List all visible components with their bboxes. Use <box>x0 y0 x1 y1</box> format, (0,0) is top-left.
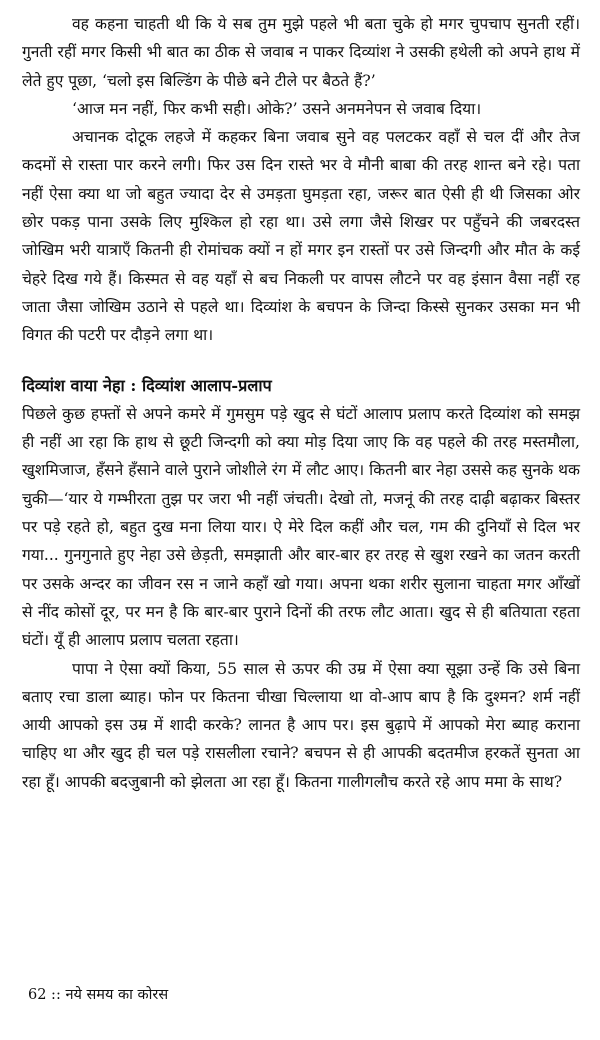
paragraph-5: पापा ने ऐसा क्यों किया, 55 साल से ऊपर की उम्र में ऐसा क्या सूझा उन्हें कि उसे बिना बताए रचा डाला ब्याह। फोन पर कितना चीखा चिल्लाया था वो-आप बाप है कि दुश्मन? शर्म नहीं आयी आपको इस उम्र में शादी करके? लानत है आप पर। इस बुढ़ापे में आपको मेरा ब्याह कराना चाहिए था और खुद ही चल पड़े रासलीला रचाने? बचपन से ही आपकी बदतमीज हरकतें सुनता आ रहा हूँ। आपकी बदजुबानी को झेलता आ रहा हूँ। कितना गालीगलौच करते रहे आप ममा के साथ? <box>22 659 580 791</box>
paragraph-4: पिछले कुछ हफ्तों से अपने कमरे में गुमसुम पड़े खुद से घंटों आलाप प्रलाप करते दिव्यांश को समझ ही नहीं आ रहा कि हाथ से छूटी जिन्दगी को क्या मोड़ दिया जाए कि वह पहले की तरह मस्तमौला, खुशमिजाज, हँसने हँसाने वाले पुराने जोशीले रंग में लौट आए। कितनी बार नेहा उससे कह सुनके थक चुकी—‘यार ये गम्भीरता तुझ पर जरा भी नहीं जंचती। देखो तो, मजनूं की तरह दाढ़ी बढ़ाकर बिस्तर पर पड़े रहते हो, बहुत दुख मना लिया यार। ऐ मेरे दिल कहीं और चल, गम की दुनियाँ से दिल भर गया... गुनगुनाते हुए नेहा उसे छेड़ती, समझाती और बार-बार हर तरह से खुश रखने का जतन करती पर उसके अन्दर का जीवन रस न जाने कहाँ खो गया। अपना थका शरीर सुलाना चाहता मगर आँखों से नींद कोसों दूर, पर मन है कि बार-बार पुराने दिनों की तरफ लौट आता। खुद से ही बतियाता रहता घंटों। यूँ ही आलाप प्रलाप चलता रहता। <box>22 404 580 650</box>
paragraph-3: अचानक दोटूक लहजे में कहकर बिना जवाब सुने वह पलटकर वहाँ से चल दीं और तेज कदमों से रास्ता पार करने लगी। फिर उस दिन रास्ते भर वे मौनी बाबा की तरह शान्त बने रहे। पता नहीं ऐसा क्या था जो बहुत ज्यादा देर से उमड़ता घुमड़ता रहा, जरूर बात ऐसी ही थी जिसका ओर छोर पकड़ पाना उसके लिए मुश्किल हो रहा था। उसे लगा जैसे शिखर पर पहुँचने की जबरदस्त जोखिम भरी यात्राएँ कितनी ही रोमांचक क्यों न हों मगर इन रास्तों पर उसे जिन्दगी और मौत के कई चेहरे दिख गये हैं। किस्मत से वह यहाँ से बच निकली पर वापस लौटने पर वह इंसान वैसा नहीं रह जाता जैसा जोखिम उठाने से पहले था। दिव्यांश के बचपन के जिन्दा किस्से सुनकर उसका मन भी विगत की पटरी पर दौड़ने लगा था। <box>22 128 580 345</box>
page-footer: 62 :: नये समय का कोरस <box>28 987 169 1003</box>
page-body <box>22 10 580 796</box>
section-heading: दिव्यांश वाया नेहा : दिव्यांश आलाप-प्रलाप <box>22 375 272 395</box>
paragraph-2: ‘आज मन नहीं, फिर कभी सही। ओके?’ उसने अनमनेपन से जवाब दिया। <box>72 99 482 118</box>
paragraph-1: वह कहना चाहती थी कि ये सब तुम मुझे पहले भी बता चुके हो मगर चुपचाप सुनती रहीं। गुनती रहीं मगर किसी भी बात का ठीक से जवाब न पाकर दिव्यांश ने उसकी हथेली को अपने हाथ में लेते हुए पूछा, ‘चलो इस बिल्डिंग के पीछे बने टीले पर बैठते हैं?’ <box>22 15 580 90</box>
